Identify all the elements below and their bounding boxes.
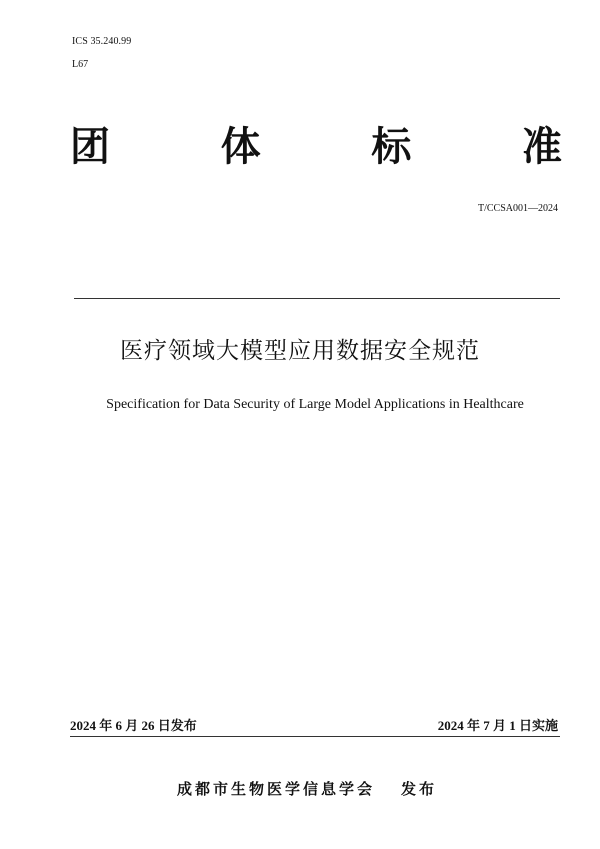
- document-title-zh: 医疗领域大模型应用数据安全规范: [120, 338, 480, 364]
- publisher-name: 成都市生物医学信息学会: [176, 780, 375, 798]
- ics-code: ICS 35.240.99: [72, 36, 132, 47]
- standard-type-char: 准: [521, 124, 562, 170]
- bottom-divider: [70, 736, 560, 737]
- implementation-date: 2024 年 7 月 1 日实施: [437, 718, 558, 733]
- document-title-en: Specification for Data Security of Large Model Applications in Healthcare: [106, 397, 524, 412]
- standard-type-char: 体: [220, 124, 261, 170]
- standard-type-heading: [70, 122, 562, 172]
- standard-type-char: 团: [70, 124, 110, 170]
- publish-action: 发布: [401, 780, 438, 798]
- standard-type-char: 标: [371, 124, 412, 170]
- issue-date: 2024 年 6 月 26 日发布: [70, 718, 197, 733]
- top-divider: [74, 298, 560, 299]
- publisher-line: [0, 778, 600, 799]
- classification-code: L67: [72, 59, 89, 70]
- standard-number: T/CCSA001—2024: [477, 203, 558, 214]
